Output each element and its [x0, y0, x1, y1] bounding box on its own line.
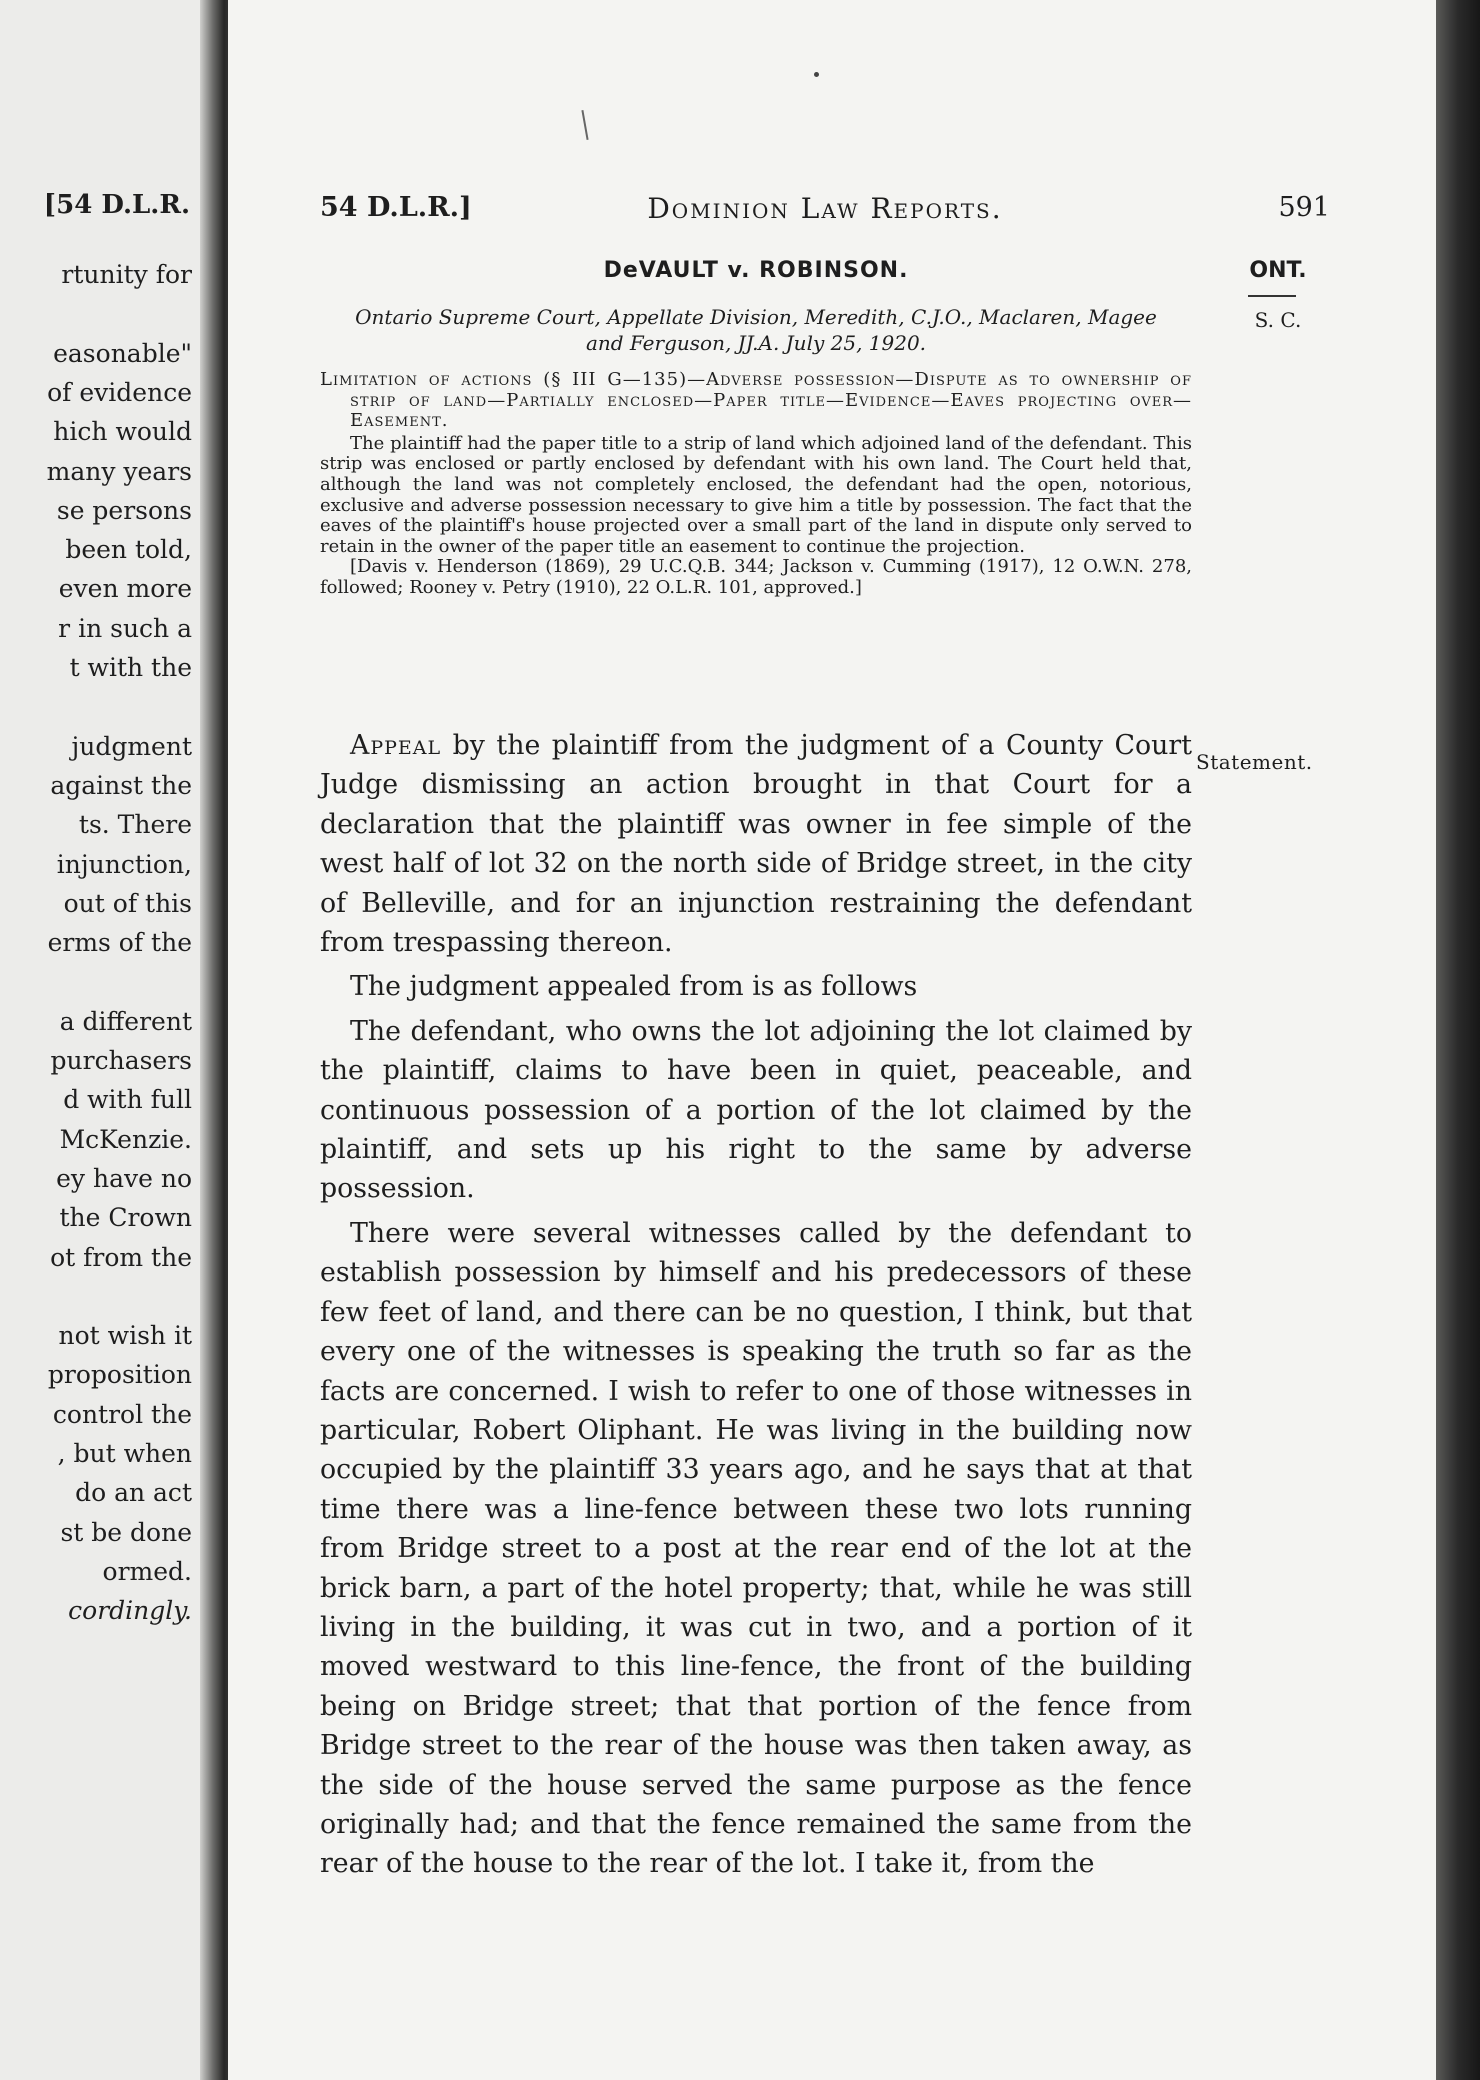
appeal-keyword: Appeal: [350, 730, 442, 761]
previous-page-line: injunction,: [56, 849, 192, 879]
scan-mark: [581, 110, 588, 140]
previous-page-line: d with full: [63, 1085, 192, 1115]
previous-page-line: , but when: [57, 1439, 192, 1468]
previous-page-line: many years: [46, 456, 192, 486]
page-edge-shadow: [1436, 0, 1480, 2080]
previous-page-line: out of this: [63, 888, 192, 918]
headnote: [320, 370, 1192, 599]
court-and-judges: [320, 304, 1192, 356]
previous-page-line: even more: [58, 574, 192, 604]
previous-page-header: [54 D.L.R.: [43, 190, 190, 220]
running-head: [320, 192, 1330, 232]
previous-page-line: control the: [52, 1399, 192, 1429]
previous-page-line: been told,: [65, 535, 192, 565]
previous-page-line: of evidence: [47, 377, 192, 407]
headnote-summary: The plaintiff had the paper title to a strip of land which adjoined land of the defendant. This strip was enclosed or partly enclosed by defendant with his own land. The Court held that, although the land was not completely enclosed, the defendant had the open, notorious, exclusive and adverse possession necessary to give him a title by possession. The fact that the eaves of the plaintiff's house projected over a small part of the land in dispute only served to retain in the owner of the paper title an easement to continue the projection.: [320, 432, 1192, 557]
body-paragraph: The defendant, who owns the lot adjoining the lot claimed by the plaintiff, claims to have been in quiet, peaceable, and continuous possession of a portion of the lot claimed by the plaintiff, and sets up his right to the same by adverse possession.: [320, 1015, 1192, 1205]
previous-page-line: ot from the: [50, 1242, 192, 1272]
previous-page-line: rtunity for: [61, 260, 192, 289]
previous-page-line: the Crown: [59, 1203, 192, 1233]
body-paragraph-text: by the plaintiff from the judgment of a County Court Judge dismissing an action brought in that Court for a declaration that the plaintiff was owner in fee simple of the west half of lot 32 on the north side of Bridge street, in the city of Belleville, and for an injunction restraining the defendant from trespassing thereon.: [320, 730, 1192, 959]
previous-page-line: st be done: [60, 1517, 192, 1547]
body-paragraph: [320, 726, 1192, 962]
judgment-body: [320, 726, 1192, 1889]
court-line-1: Ontario Supreme Court, Appellate Division, Meredith, C.J.O., Maclaren, Magee: [355, 305, 1157, 329]
previous-page-line: hich would: [53, 417, 192, 447]
previous-page-fragment: [0, 0, 206, 2080]
reporter-title: Dominion Law Reports.: [647, 192, 1003, 225]
body-paragraph: The judgment appealed from is as follows: [350, 971, 918, 1003]
headnote-cases: [Davis v. Henderson (1869), 29 U.C.Q.B. 344; Jackson v. Cumming (1917), 12 O.W.N. 278, followed; Rooney v. Petry (1910), 22 O.L.R. 101, approved.]: [320, 556, 1192, 598]
previous-page-line: ormed.: [102, 1556, 192, 1586]
court-line-2: and Ferguson, JJ.A. July 25, 1920.: [585, 331, 927, 355]
report-page: [228, 0, 1438, 2080]
previous-page-line: t with the: [69, 653, 192, 682]
previous-page-line: erms of the: [47, 928, 192, 958]
previous-page-line: not wish it: [58, 1321, 192, 1351]
previous-page-line: McKenzie.: [59, 1124, 192, 1154]
previous-page-line: cordingly.: [68, 1596, 192, 1626]
previous-page-line: judgment: [71, 731, 192, 761]
statement-sidenote: Statement.: [1196, 750, 1313, 774]
sidenote-court: S. C.: [1254, 308, 1302, 332]
previous-page-line: easonable": [53, 338, 192, 368]
previous-page-line: a different: [59, 1006, 192, 1036]
previous-page-line: against the: [50, 770, 192, 800]
volume-reference: 54 D.L.R.]: [320, 192, 472, 223]
sidenote-province: ONT.: [1249, 258, 1307, 283]
previous-page-line: ey have no: [56, 1163, 192, 1193]
previous-page-line: proposition: [47, 1360, 192, 1390]
sidenote-rule: [1248, 295, 1296, 297]
previous-page-line: ts. There: [78, 810, 192, 840]
page-number: 591: [1278, 192, 1330, 223]
previous-page-line: do an act: [75, 1478, 192, 1508]
previous-page-line: r in such a: [58, 613, 192, 643]
previous-page-line: purchasers: [50, 1046, 192, 1075]
headnote-keywords: Limitation of actions (§ III G—135)—Adverse possession—Dispute as to ownership of strip of land—Partially enclosed—Paper title—Evidence—Eaves projecting over—Easement.: [320, 369, 1192, 432]
previous-page-line: se persons: [56, 495, 192, 525]
body-paragraph: There were several witnesses called by the defendant to establish possession by himself and his predecessors of these few feet of land, and there can be no question, I think, but that every one of the witnesses is speaking the truth so far as the facts are concerned. I wish to refer to one of those witnesses in particular, Robert Oliphant. He was living in the building now occupied by the plaintiff 33 years ago, and he says that at that time there was a line-fence between these two lots running from Bridge street to a post at the rear end of the lot at the brick barn, a part of the hotel property; that, while he was still living in the building, it was cut in two, and a portion of it moved westward to this line-fence, the front of the building being on Bridge street; that that portion of the fence from Bridge street to the rear of the house was then taken away, as the side of the house served the same purpose as the fence originally had; and that the fence remained the same from the rear of the house to the rear of the lot. I take it, from the: [320, 1217, 1192, 1880]
case-title: DeVAULT v. ROBINSON.: [603, 258, 909, 283]
scan-speck: [814, 72, 819, 77]
